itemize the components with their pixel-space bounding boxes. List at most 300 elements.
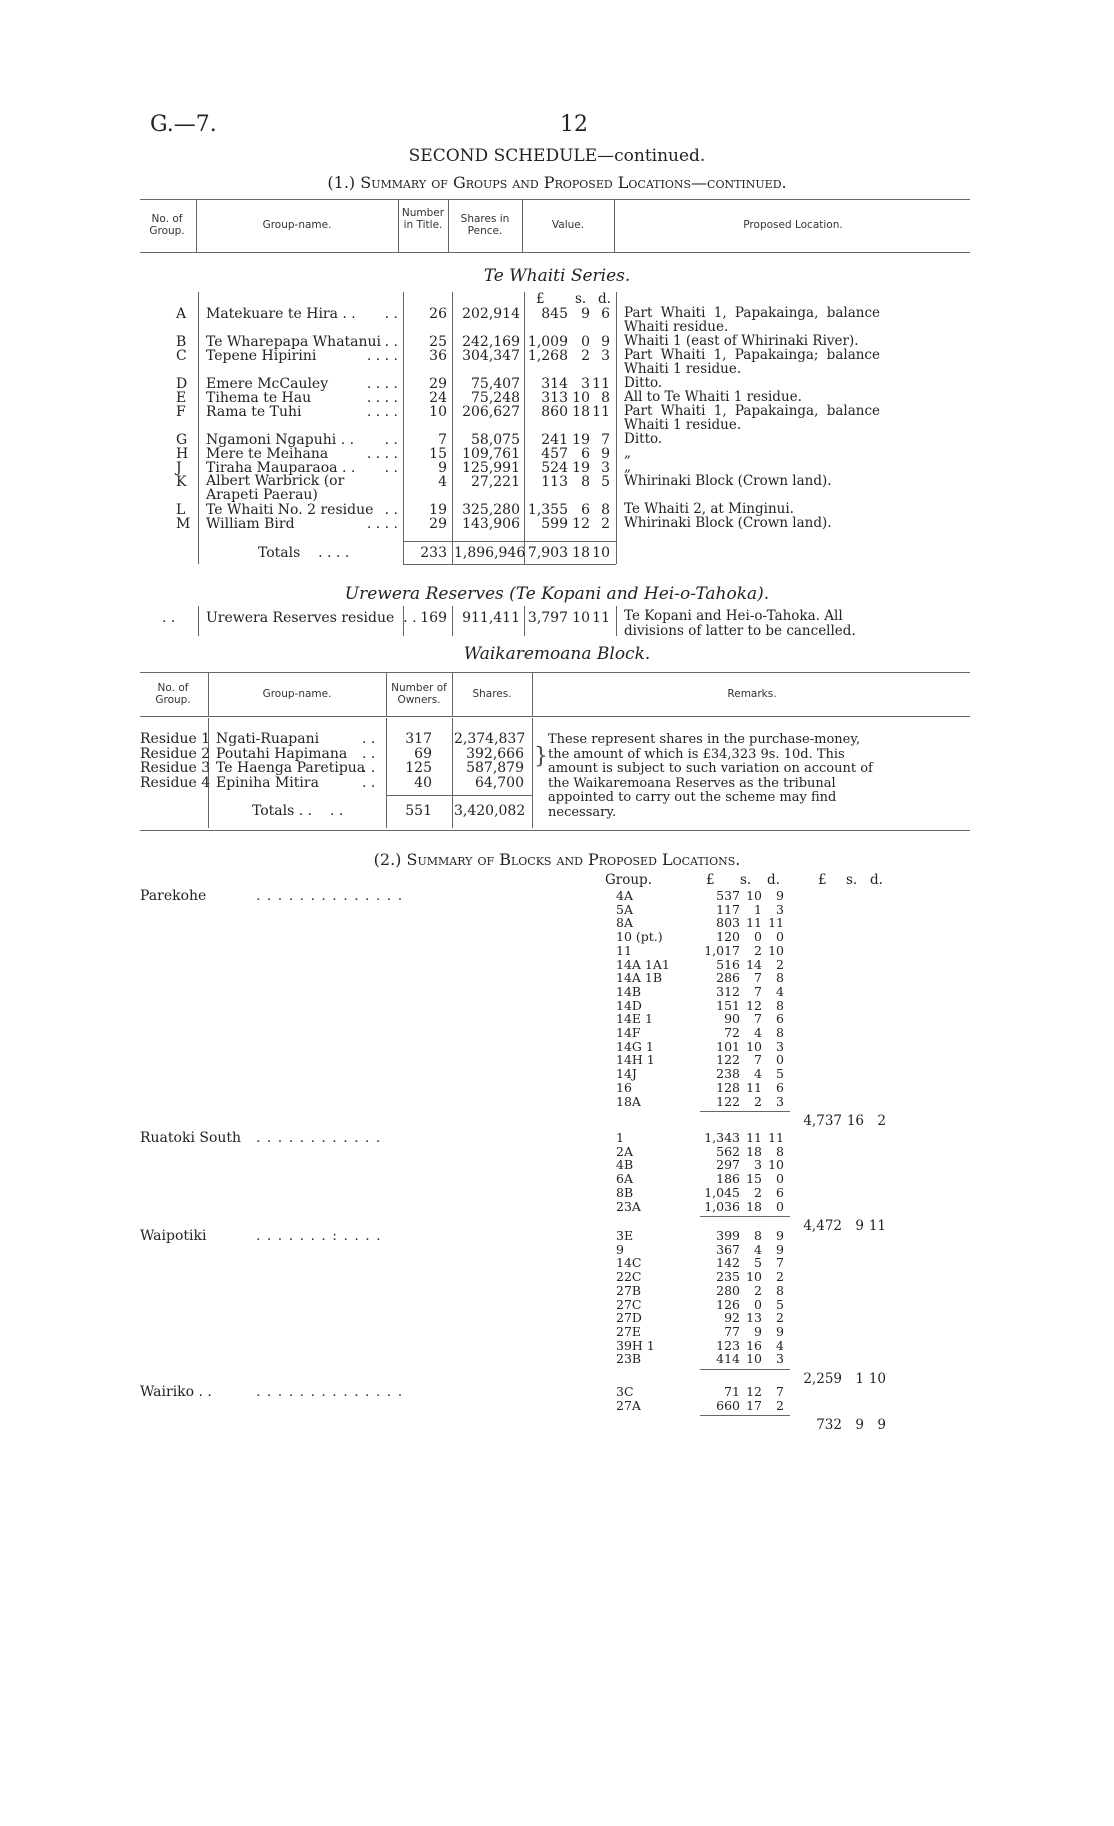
group-name: Matekuare te Hira . . — [206, 306, 356, 322]
value-pence: 2 — [601, 516, 610, 532]
block-name: Parekohe — [140, 888, 207, 904]
proposed-location: Whaiti 1 (east of Whirinaki River). — [624, 333, 859, 349]
page-ref: G.—7. — [150, 112, 217, 137]
value-shillings: 9 — [754, 1323, 762, 1339]
number-in-title: 15 — [429, 446, 447, 462]
number-in-title: 10 — [429, 404, 447, 420]
currency-pound: £ — [706, 872, 715, 888]
proposed-location: Part Whaiti 1, Papakainga, balance Whaiti 1 residue. — [624, 403, 880, 433]
currency-pence: d. — [767, 872, 780, 888]
table2-totals-dots: . . — [329, 803, 344, 819]
section-waikaremoana: Waikaremoana Block. — [463, 644, 651, 664]
subtotal-rule — [700, 1369, 790, 1370]
totals-shillings: 18 — [572, 545, 590, 561]
value-pounds: 457 — [541, 446, 568, 462]
block-total-pounds: 2,259 — [803, 1371, 842, 1387]
value-shillings: 2 — [754, 942, 762, 958]
value-pence: 9 — [776, 1323, 784, 1339]
block-total-pence: 9 — [877, 1417, 886, 1434]
table2-top-rule — [140, 672, 970, 673]
value-pence: 6 — [776, 1079, 784, 1095]
value-pounds: 313 — [541, 390, 568, 406]
section-te-whaiti: Te Whaiti Series. — [483, 266, 631, 286]
proposed-location: Ditto. — [624, 431, 663, 447]
value-pounds: 90 — [724, 1011, 740, 1027]
currency-shilling: s. — [575, 291, 587, 307]
value-pence: 9 — [601, 334, 610, 350]
totals-pounds: 7,903 — [527, 545, 568, 561]
value-pence: 3 — [776, 901, 784, 917]
urewera-shillings: 10 — [572, 610, 590, 626]
totals-bottom-rule — [403, 564, 616, 565]
col-header-owners: Number of Owners. — [391, 682, 447, 706]
number-in-title: 36 — [429, 348, 447, 364]
group-name-cell — [206, 404, 402, 420]
value-pence: 0 — [776, 1198, 784, 1214]
group-code: 14A 1B — [616, 970, 663, 986]
value-pence: 8 — [776, 1143, 784, 1159]
shares-in-pence: 75,407 — [471, 376, 520, 392]
value-pence: 2 — [776, 956, 784, 972]
currency-pound: £ — [536, 291, 545, 307]
value-pounds: 1,343 — [704, 1130, 740, 1145]
subtotal-rule — [700, 1111, 790, 1112]
group-code: 27C — [616, 1296, 642, 1312]
value-pounds: 186 — [716, 1171, 740, 1187]
totals-shares: 1,896,946 — [454, 545, 526, 561]
dot-leader: . . — [384, 334, 398, 350]
shares-in-pence: 58,075 — [471, 432, 520, 448]
group-code: 3C — [616, 1384, 634, 1399]
value-shillings: 11 — [746, 915, 762, 931]
value-pounds: 113 — [541, 474, 568, 490]
group-code: 39H 1 — [616, 1337, 655, 1353]
group-no: D — [176, 376, 188, 392]
value-pence: 4 — [776, 983, 784, 999]
col-header-no: No. of Group. — [155, 682, 191, 706]
group-code: 27A — [616, 1397, 641, 1413]
group-name: Tepene Hipirini — [206, 348, 317, 364]
table2-header-rule — [140, 716, 970, 717]
col-header-location: Proposed Location. — [743, 219, 843, 231]
col-header-value: Value. — [551, 219, 585, 231]
divider — [196, 200, 197, 252]
totals-label-text: Totals — [258, 545, 301, 561]
group-name: Te Whaiti No. 2 residue — [206, 502, 374, 518]
shares-in-pence: 143,906 — [462, 516, 520, 532]
value-pounds: 524 — [541, 460, 568, 476]
residue-no: Residue 1 — [140, 731, 211, 747]
group-no: F — [176, 404, 186, 420]
number-in-title: 4 — [438, 474, 447, 490]
value-pence: 11 — [768, 1130, 784, 1145]
group-code: 14B — [616, 983, 642, 999]
value-pounds: 660 — [716, 1397, 740, 1413]
group-code: 6A — [616, 1171, 633, 1187]
value-pounds: 126 — [716, 1296, 740, 1312]
table2-totals-label-text: Totals . . — [252, 803, 313, 819]
group-name: Tiraha Mauparaoa . . — [206, 460, 356, 476]
block-name: Waipotiki — [140, 1228, 207, 1244]
proposed-location: Whirinaki Block (Crown land). — [624, 473, 832, 489]
shares-in-pence: 75,248 — [471, 390, 520, 406]
value-pounds: 314 — [541, 376, 568, 392]
value-shillings: 1 — [754, 901, 762, 917]
value-pence: 11 — [592, 404, 610, 420]
dot-leader: . . . . — [366, 348, 398, 364]
dot-leader: . . — [362, 731, 376, 747]
divider — [532, 718, 533, 828]
value-pence: 9 — [776, 1241, 784, 1257]
divider — [448, 200, 449, 252]
dot-leader: . . — [384, 432, 398, 448]
value-shillings: 6 — [581, 446, 590, 462]
block-total-shillings: 9 — [855, 1417, 864, 1434]
residue-no: Residue 4 — [140, 774, 211, 791]
shares-in-pence: 304,347 — [462, 348, 520, 364]
value-shillings: 19 — [572, 432, 590, 448]
group-code: 8B — [616, 1184, 634, 1200]
divider — [452, 292, 453, 564]
dot-leader: . . — [362, 760, 376, 776]
value-pounds: 845 — [541, 306, 568, 322]
number-in-title: 26 — [429, 306, 447, 322]
value-pence: 4 — [776, 1337, 784, 1353]
group-no: B — [176, 334, 187, 350]
group-code: 4B — [616, 1157, 634, 1173]
col-header-remarks: Remarks. — [727, 688, 777, 700]
value-pence: 3 — [601, 460, 610, 476]
col-header-name: Group-name. — [262, 219, 332, 231]
value-pounds: 1,017 — [704, 942, 740, 958]
proposed-location: Part Whaiti 1, Papakainga, balance Whaiti residue. — [624, 305, 880, 335]
group-code: 9 — [616, 1241, 624, 1257]
shares-in-pence: 109,761 — [462, 446, 520, 462]
number-of-owners: 40 — [414, 774, 432, 791]
group-code: 5A — [616, 901, 633, 917]
section-urewera: Urewera Reserves (Te Kopani and Hei-o-Tahoka). — [344, 584, 770, 604]
value-shillings: 7 — [754, 970, 762, 986]
value-pounds: 71 — [724, 1384, 740, 1399]
value-shillings: 19 — [572, 460, 590, 476]
group-name: Te Wharepapa Whatanui — [206, 334, 382, 350]
group-name: Rama te Tuhi — [206, 404, 302, 420]
group-code: 22C — [616, 1269, 642, 1285]
value-pounds: 117 — [716, 901, 740, 917]
value-pence: 3 — [776, 1351, 784, 1367]
value-shillings: 12 — [746, 1384, 762, 1399]
value-pence: 5 — [776, 1066, 784, 1082]
value-shillings: 3 — [581, 376, 590, 392]
value-pence: 8 — [776, 1282, 784, 1298]
value-shillings: 7 — [754, 983, 762, 999]
table2-totals-shares: 3,420,082 — [454, 803, 526, 819]
col-header-name: Group-name. — [262, 688, 332, 700]
value-pence: 8 — [776, 997, 784, 1013]
value-shillings: 10 — [746, 1038, 762, 1054]
group-name: Emere McCauley — [206, 376, 329, 392]
value-pounds: 120 — [716, 929, 740, 945]
value-pence: 7 — [776, 1384, 784, 1399]
currency-pence-total: d. — [870, 872, 883, 888]
value-pounds: 1,045 — [704, 1184, 740, 1200]
table1-top-rule — [140, 199, 970, 200]
number-in-title: 9 — [438, 460, 447, 476]
group-name: Albert Warbrick (or Arapeti Paerau) — [206, 473, 345, 503]
group-code: 18A — [616, 1093, 641, 1109]
value-shillings: 8 — [581, 474, 590, 490]
table2-totals-top-rule — [386, 795, 532, 796]
group-name: Epiniha Mitira — [216, 774, 319, 791]
value-pounds: 241 — [541, 432, 568, 448]
proposed-location: All to Te Whaiti 1 residue. — [624, 389, 802, 405]
value-pounds: 803 — [716, 915, 740, 931]
proposed-location: „ — [624, 459, 631, 475]
value-shillings: 4 — [754, 1066, 762, 1082]
group-no: J — [176, 460, 182, 476]
value-shillings: 9 — [581, 306, 590, 322]
shares-in-pence: 202,914 — [462, 306, 520, 322]
value-pounds: 235 — [716, 1269, 740, 1285]
group-code: 27D — [616, 1310, 642, 1326]
value-pence: 8 — [776, 970, 784, 986]
divider — [403, 606, 404, 636]
dot-leader: . . . . — [366, 376, 398, 392]
value-pounds: 860 — [541, 404, 568, 420]
block-total-pence: 11 — [868, 1218, 886, 1235]
shares: 2,374,837 — [454, 731, 526, 747]
dot-leader: . . . . . . . : . . . . — [256, 1228, 382, 1244]
table2-totals-owners: 551 — [405, 803, 432, 819]
proposed-location: „ — [624, 445, 631, 461]
group-code: 23B — [616, 1351, 642, 1367]
table2-bottom-rule — [140, 830, 970, 831]
dot-leader: . . . . . . . . . . . . . . — [256, 1384, 404, 1400]
group-name: Ngamoni Ngapuhi . . — [206, 432, 355, 448]
value-pounds: 101 — [716, 1038, 740, 1054]
value-shillings: 2 — [754, 1184, 762, 1200]
shares-in-pence: 325,280 — [462, 502, 520, 518]
col-header-shares: Shares. — [472, 688, 512, 700]
value-pounds: 128 — [716, 1079, 740, 1095]
dot-leader: . . — [384, 306, 398, 322]
block-total-shillings: 9 — [855, 1218, 864, 1235]
block-total-shillings: 16 — [846, 1113, 864, 1130]
group-code: 4A — [616, 888, 633, 903]
divider — [386, 718, 387, 828]
urewera-shares: 911,411 — [462, 610, 520, 626]
divider — [198, 292, 199, 564]
divider — [452, 673, 453, 716]
group-code: 27E — [616, 1323, 642, 1339]
value-shillings: 6 — [581, 502, 590, 518]
value-shillings: 4 — [754, 1241, 762, 1257]
block-name: Ruatoki South — [140, 1130, 242, 1146]
group-name-cell — [206, 348, 402, 364]
value-pence: 6 — [776, 1184, 784, 1200]
value-pence: 5 — [601, 474, 610, 490]
col-header-no: No. of Group. — [149, 213, 185, 237]
value-pence: 0 — [776, 929, 784, 945]
group-code: 3E — [616, 1228, 634, 1243]
urewera-location: Te Kopani and Hei-o-Tahoka. All divisions of latter to be cancelled. — [624, 608, 856, 639]
value-pence: 3 — [776, 1038, 784, 1054]
dot-leader: . . . . — [366, 446, 398, 462]
group-no: C — [176, 348, 187, 364]
group-code: 14E 1 — [616, 1011, 653, 1027]
currency-pence: d. — [598, 291, 611, 307]
proposed-location: Te Whaiti 2, at Minginui. — [624, 501, 794, 517]
col-header-number: Number in Title. — [401, 207, 445, 231]
dot-leader: . . . . . . . . . . . . — [256, 1130, 382, 1146]
value-shillings: 17 — [746, 1397, 762, 1413]
group-name-cell — [206, 516, 402, 532]
block-total-pounds: 4,472 — [803, 1218, 842, 1235]
value-pounds: 280 — [716, 1282, 740, 1298]
dot-leader: . . . . . . . . . . . . . . — [256, 888, 404, 904]
group-code: 1 — [616, 1130, 624, 1145]
value-shillings: 4 — [754, 1025, 762, 1040]
value-pence: 9 — [776, 1228, 784, 1243]
value-pounds: 1,009 — [527, 334, 568, 350]
group-no: H — [176, 446, 189, 462]
value-pence: 2 — [776, 1269, 784, 1285]
group-code: 14J — [616, 1066, 637, 1082]
value-pounds: 537 — [716, 888, 740, 903]
value-pence: 5 — [776, 1296, 784, 1312]
table1-header-rule — [140, 252, 970, 253]
schedule-subtitle: (1.) Summary of Groups and Proposed Locations—continued. — [327, 173, 787, 192]
value-pence: 2 — [776, 1310, 784, 1326]
col-header-shares: Shares in Pence. — [460, 213, 510, 237]
shares-in-pence: 27,221 — [471, 474, 520, 490]
value-pounds: 92 — [724, 1310, 740, 1326]
summary2-group-header: Group. — [605, 872, 652, 888]
value-pence: 7 — [776, 1255, 784, 1271]
dot-leader: . . — [362, 745, 376, 762]
number-in-title: 19 — [429, 502, 447, 518]
group-no: K — [176, 474, 187, 490]
totals-dots: . . . . — [318, 545, 350, 561]
schedule-title-text: SECOND SCHEDULE—continued. — [408, 146, 706, 166]
subtotal-rule — [700, 1216, 790, 1217]
value-pounds: 599 — [541, 516, 568, 532]
group-code: 27B — [616, 1282, 642, 1298]
value-shillings: 11 — [746, 1079, 762, 1095]
block-total-pounds: 732 — [816, 1417, 842, 1434]
divider — [386, 673, 387, 716]
totals-number: 233 — [420, 545, 447, 561]
group-code: 14C — [616, 1255, 642, 1271]
value-pounds: 1,036 — [704, 1198, 740, 1214]
urewera-number: 169 — [420, 610, 447, 626]
block-name: Wairiko . . — [140, 1384, 212, 1400]
group-code: 23A — [616, 1198, 641, 1214]
divider — [532, 673, 533, 716]
block-total-shillings: 1 — [855, 1371, 864, 1387]
value-pence: 7 — [601, 432, 610, 448]
value-pounds: 77 — [724, 1323, 740, 1339]
value-pence: 0 — [776, 1052, 784, 1068]
page-number: 12 — [560, 112, 588, 137]
divider — [198, 606, 199, 636]
value-pounds: 122 — [716, 1052, 740, 1068]
divider — [614, 200, 615, 252]
currency-shilling: s. — [740, 872, 752, 888]
shares-in-pence: 206,627 — [462, 404, 520, 420]
value-pounds: 367 — [716, 1241, 740, 1257]
group-code: 10 (pt.) — [616, 929, 663, 945]
number-in-title: 24 — [429, 390, 447, 406]
bracket: } — [534, 744, 548, 769]
value-pounds: 151 — [716, 997, 740, 1013]
group-no: M — [176, 516, 191, 532]
group-no: E — [176, 390, 187, 406]
value-pence: 2 — [776, 1397, 784, 1413]
dot-leader: . . — [384, 502, 398, 518]
value-pence: 6 — [601, 306, 610, 322]
group-code: 14A 1A1 — [616, 956, 670, 972]
value-pounds: 122 — [716, 1093, 740, 1109]
value-pounds: 399 — [716, 1228, 740, 1243]
value-pence: 0 — [776, 1171, 784, 1187]
group-code: 11 — [616, 942, 632, 958]
urewera-name-text: Urewera Reserves residue — [206, 610, 395, 626]
waikaremoana-remarks: These represent shares in the purchase-money, the amount of which is £34,323 9s. 10d. This amount is subject to such variation on account of the Waikaremoana Reserves as the tribunal appointed to carry out the scheme may find necessary. — [548, 732, 873, 820]
value-shillings: 15 — [746, 1171, 762, 1187]
divider — [616, 292, 617, 564]
dot-leader: . . . . — [366, 404, 398, 420]
value-shillings: 14 — [746, 956, 762, 972]
value-pounds: 123 — [716, 1337, 740, 1353]
dot-leader: . . — [384, 460, 398, 476]
number-of-owners: 317 — [405, 731, 432, 747]
shares-in-pence: 125,991 — [462, 460, 520, 476]
value-shillings: 0 — [581, 334, 590, 350]
value-pounds: 142 — [716, 1255, 740, 1271]
value-pounds: 238 — [716, 1066, 740, 1082]
group-code: 14F — [616, 1025, 641, 1040]
group-no: A — [176, 306, 187, 322]
value-shillings: 10 — [572, 390, 590, 406]
value-pounds: 72 — [724, 1025, 740, 1040]
number-in-title: 29 — [429, 376, 447, 392]
proposed-location: Part Whaiti 1, Papakainga; balance Whaiti 1 residue. — [624, 347, 880, 377]
value-pence: 8 — [776, 1025, 784, 1040]
value-pounds: 297 — [716, 1157, 740, 1173]
shares: 64,700 — [475, 774, 524, 791]
value-pence: 10 — [768, 942, 784, 958]
value-shillings: 5 — [754, 1255, 762, 1271]
value-pounds: 312 — [716, 983, 740, 999]
dot-leader: . . . . — [366, 516, 398, 532]
shares: 392,666 — [466, 745, 524, 762]
group-code: 8A — [616, 915, 633, 931]
value-pence: 9 — [601, 446, 610, 462]
number-in-title: 25 — [429, 334, 447, 350]
value-pence: 3 — [601, 348, 610, 364]
table2-totals-label — [252, 803, 343, 819]
value-shillings: 18 — [746, 1198, 762, 1214]
value-pounds: 562 — [716, 1143, 740, 1159]
value-pounds: 1,355 — [527, 502, 568, 518]
totals-top-rule — [403, 541, 616, 542]
group-name: Tihema te Hau — [206, 390, 312, 406]
value-shillings: 0 — [754, 929, 762, 945]
group-no: G — [176, 432, 188, 448]
value-shillings: 7 — [754, 1052, 762, 1068]
value-shillings: 16 — [746, 1337, 762, 1353]
